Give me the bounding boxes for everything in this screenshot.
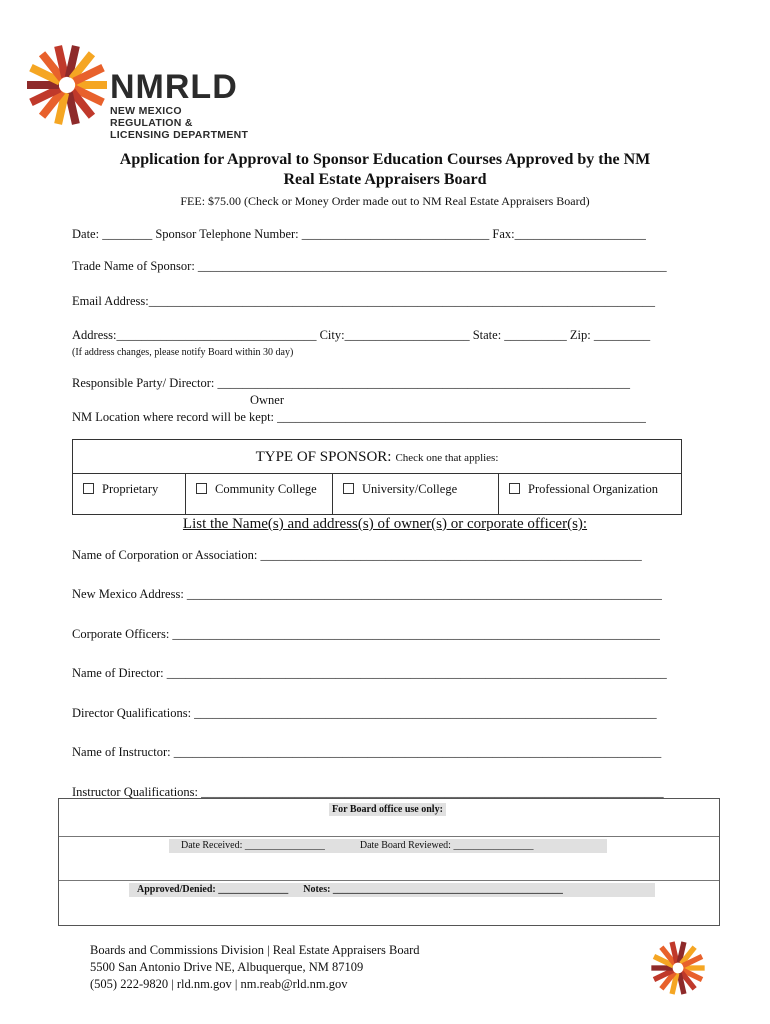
notes-field[interactable]: Notes: ______________________________________________	[303, 884, 563, 895]
option-label: Community College	[215, 482, 317, 496]
record-location-field[interactable]: NM Location where record will be kept: ___________________________________________________________	[72, 410, 646, 424]
date-fields-bar	[169, 839, 607, 853]
option-community-college[interactable]	[186, 474, 333, 515]
footer-contact	[90, 942, 420, 993]
option-label: University/College	[362, 482, 458, 496]
corporate-officers-field[interactable]: Corporate Officers: ______________________________________________________________________________	[72, 627, 660, 641]
option-label: Proprietary	[102, 482, 159, 496]
approval-bar	[129, 883, 655, 897]
sponsor-type-instruction: Check one that applies:	[395, 452, 499, 464]
email-field[interactable]: Email Address:_________________________________________________________________________________	[72, 294, 655, 308]
owner-label: Owner	[250, 393, 285, 407]
logo-wordmark: NMRLD	[110, 68, 238, 106]
director-name-field[interactable]: Name of Director: ________________________________________________________________________________	[72, 666, 667, 680]
footer-line: (505) 222-9820 | rld.nm.gov | nm.reab@rld.nm.gov	[90, 977, 348, 991]
checkbox-icon[interactable]	[509, 483, 520, 494]
option-professional-organization[interactable]	[499, 474, 681, 515]
option-label: Professional Organization	[528, 482, 658, 496]
instructor-qualifications-field[interactable]: Instructor Qualifications: __________________________________________________________________________	[72, 785, 664, 799]
logo-department-name	[110, 105, 248, 141]
logo-sub-line: NEW MEXICO	[110, 105, 182, 117]
trade-name-field[interactable]: Trade Name of Sponsor: ___________________________________________________________________________	[72, 259, 667, 273]
address-note: (If address changes, please notify Board within 30 day)	[72, 347, 294, 358]
footer-line: Boards and Commissions Division | Real Estate Appraisers Board	[90, 943, 420, 957]
checkbox-icon[interactable]	[83, 483, 94, 494]
footer-line: 5500 San Antonio Drive NE, Albuquerque, NM 87109	[90, 960, 364, 974]
nm-address-field[interactable]: New Mexico Address: ____________________________________________________________________________	[72, 587, 662, 601]
sponsor-type-heading: TYPE OF SPONSOR:	[255, 449, 392, 465]
checkbox-icon[interactable]	[343, 483, 354, 494]
option-university-college[interactable]	[333, 474, 499, 515]
option-proprietary[interactable]	[73, 474, 186, 515]
approved-denied-field[interactable]: Approved/Denied: ______________	[137, 884, 289, 895]
sponsor-type-header	[73, 440, 681, 474]
date-reviewed-field[interactable]: Date Board Reviewed: ________________	[359, 840, 534, 851]
logo-sub-line: REGULATION &	[110, 117, 193, 129]
logo-sub-line: LICENSING DEPARTMENT	[110, 129, 249, 141]
corporation-name-field[interactable]: Name of Corporation or Association: _____________________________________________________________	[72, 548, 642, 562]
date-received-field[interactable]: Date Received: ________________	[181, 840, 325, 851]
director-qualifications-field[interactable]: Director Qualifications: __________________________________________________________________________	[72, 706, 657, 720]
owners-heading: List the Name(s) and address(s) of owner(s) or corporate officer(s):	[182, 516, 588, 532]
checkbox-icon[interactable]	[196, 483, 207, 494]
office-use-box	[58, 798, 720, 926]
sponsor-type-table	[72, 439, 682, 515]
page-title	[40, 150, 730, 190]
title-line: Application for Approval to Sponsor Education Courses Approved by the NM	[119, 151, 651, 168]
footer-sunburst-icon	[648, 938, 708, 998]
title-line: Real Estate Appraisers Board	[283, 171, 487, 188]
date-phone-fax-field[interactable]: Date: ________ Sponsor Telephone Number: ______________________________ Fax:_____________________	[72, 227, 646, 241]
office-use-title: For Board office use only:	[329, 803, 446, 816]
sunburst-logo-icon	[22, 40, 112, 130]
instructor-name-field[interactable]: Name of Instructor: ______________________________________________________________________________	[72, 745, 662, 759]
address-field[interactable]: Address:________________________________ City:____________________ State: __________ Zip: _________	[72, 328, 651, 342]
responsible-party-field[interactable]: Responsible Party/ Director: __________________________________________________________________	[72, 376, 630, 390]
fee-text: FEE: $75.00 (Check or Money Order made out to NM Real Estate Appraisers Board)	[180, 194, 590, 208]
